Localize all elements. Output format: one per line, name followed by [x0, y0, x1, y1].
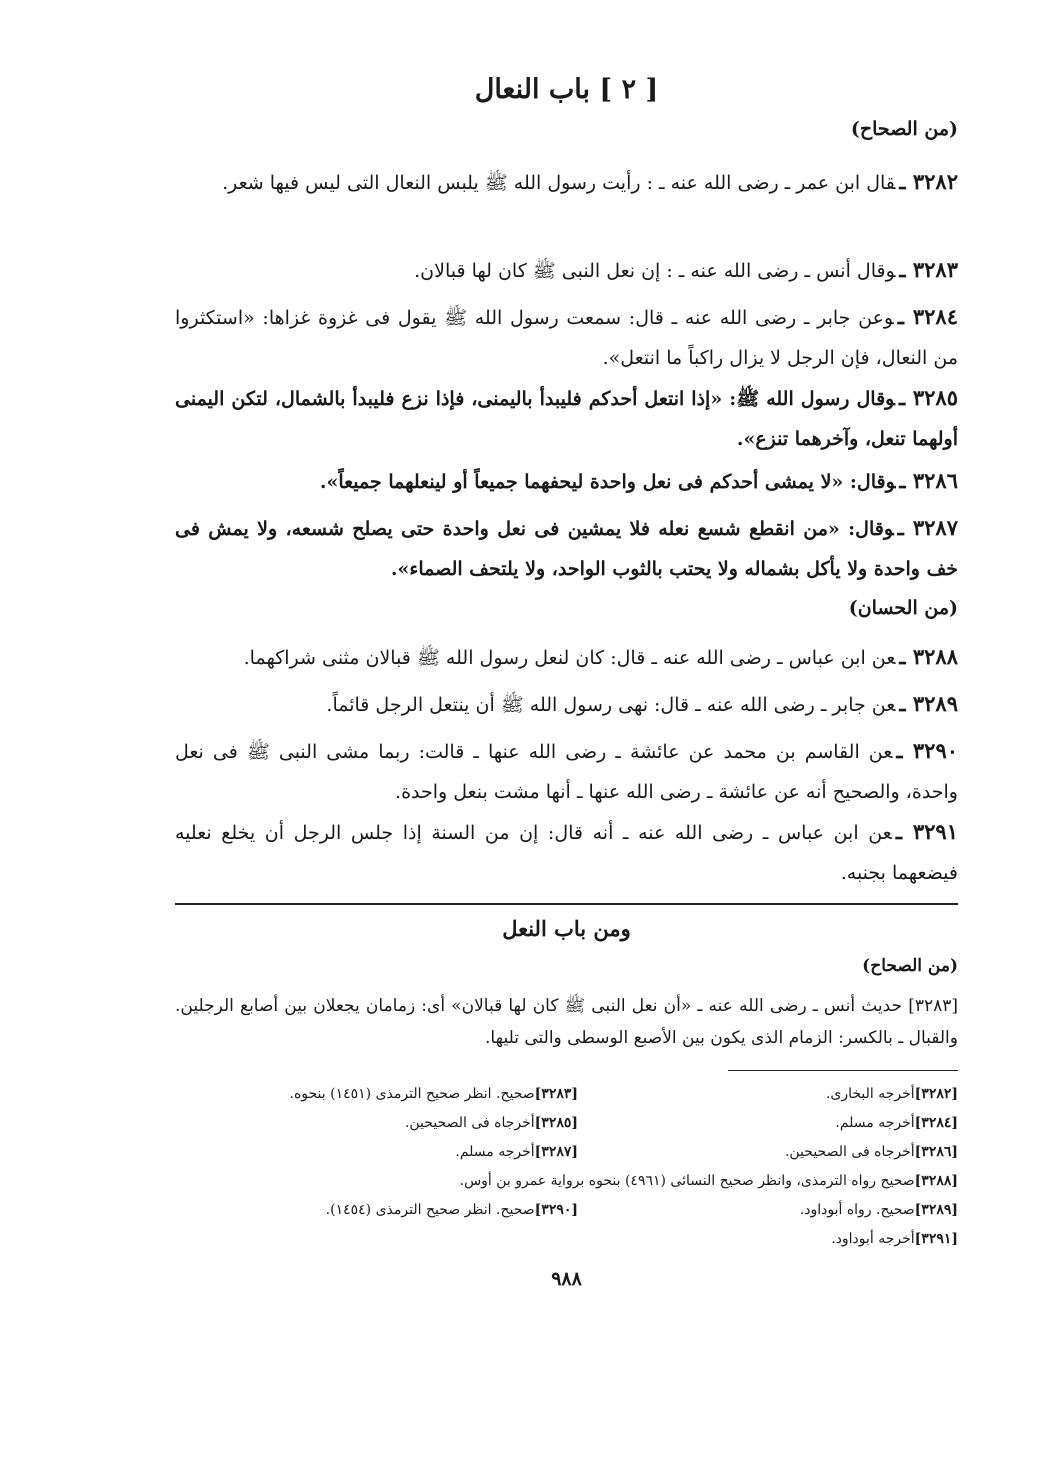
footnote-separator [728, 1070, 958, 1071]
footnote: [٣٢٨٤]أخرجه مسلم. [835, 1115, 958, 1131]
hadith-number: ٣٢٩٠ ـ [896, 738, 959, 763]
hadith-3289 [175, 684, 958, 725]
footnote-row [175, 1109, 958, 1138]
hadith-number: ٣٢٨٢ ـ [899, 169, 958, 194]
hadith-text: عن ابن عباس ـ رضى الله عنه ـ قال: كان لنعل رسول الله ﷺ قبالان مثنى شراكهما. [243, 647, 896, 669]
hadith-3284 [175, 297, 958, 378]
hadith-text: عن القاسم بن محمد عن عائشة ـ رضى الله عنها ـ قالت: ربما مشى النبى ﷺ فى نعل واحدة، والصحيح أنه عن عائشة ـ رضى الله عنها ـ أنها مشت بنعل واحدة. [175, 741, 958, 803]
hadith-text: وقال: «لا يمشى أحدكم فى نعل واحدة ليحفهما جميعاً أو لينعلهما جميعاً». [319, 471, 896, 493]
commentary-title: ومن باب النعل [502, 916, 631, 941]
hadith-3288 [175, 637, 958, 678]
separator-line [175, 903, 958, 905]
page-number: ٩٨٨ [551, 1268, 582, 1290]
footnote: [٣٢٨٦]أخرجاه فى الصحيحين. [784, 1144, 958, 1160]
hadith-number: ٣٢٩١ ـ [895, 819, 958, 844]
hadith-text: وقال أنس ـ رضى الله عنه ـ : إن نعل النبى ﷺ كان لها قبالان. [414, 260, 896, 282]
hadith-number: ٣٢٨٩ ـ [899, 691, 958, 716]
hadith-text: وقال: «من انقطع شسع نعله فلا يمشين فى نعل واحدة حتى يصلح شسعه، ولا يمش فى خف واحدة ولا يأكل بشماله ولا يحتب بالثوب الواحد، ولا يلتحف الصماء». [175, 518, 958, 580]
footnote-row [175, 1167, 958, 1196]
hadith-text: وعن جابر ـ رضى الله عنه ـ قال: سمعت رسول الله ﷺ يقول فى غزوة غزاها: «استكثروا من النعال، فإن الرجل لا يزال راكباً ما انتعل». [175, 307, 958, 369]
hadith-number: ٣٢٨٣ ـ [899, 257, 958, 282]
hadith-number: ٣٢٨٤ ـ [897, 304, 958, 329]
footnote-row [175, 1225, 958, 1254]
hadith-text: وقال رسول الله ﷺ: «إذا انتعل أحدكم فليبدأ باليمنى، فإذا نزع فليبدأ بالشمال، لتكن اليمنى أولهما تنعل، وآخرهما تنزع». [175, 388, 958, 450]
footnotes [175, 1080, 958, 1254]
footnote: [٣٢٨٣]صحيح. انظر صحيح الترمذى (١٤٥١) بنحوه. [289, 1086, 578, 1102]
hadith-3283 [175, 250, 958, 291]
hadith-3287 [175, 508, 958, 589]
footnote: [٣٢٩٠]صحيح. انظر صحيح الترمذى (١٤٥٤). [325, 1202, 578, 1218]
hadith-3285 [175, 378, 958, 459]
chapter-title: [ ٢ ] باب النعال [474, 74, 659, 105]
footnote-row [175, 1138, 958, 1167]
footnote-row [175, 1196, 958, 1225]
section-heading-sihah: (من الصحاح) [850, 118, 958, 140]
commentary-section-heading: (من الصحاح) [862, 956, 958, 976]
hadith-number: ٣٢٨٧ ـ [897, 515, 958, 540]
hadith-text: قال ابن عمر ـ رضى الله عنه ـ : رأيت رسول الله ﷺ يلبس النعال التى ليس فيها شعر. [222, 172, 896, 194]
hadith-3282 [175, 162, 958, 203]
hadith-3291 [175, 812, 958, 893]
footnote: [٣٢٨٥]أخرجاه فى الصحيحين. [404, 1115, 578, 1131]
hadith-number: ٣٢٨٥ ـ [899, 385, 958, 410]
hadith-text: عن جابر ـ رضى الله عنه ـ قال: نهى رسول الله ﷺ أن ينتعل الرجل قائماً. [326, 694, 896, 716]
hadith-number: ٣٢٨٨ ـ [899, 644, 958, 669]
footnote: [٣٢٩١]أخرجه أبوداود. [831, 1231, 958, 1247]
hadith-number: ٣٢٨٦ ـ [899, 468, 958, 493]
footnote: [٣٢٨٢]أخرجه البخارى. [825, 1086, 958, 1102]
footnote: [٣٢٨٩]صحيح. رواه أبوداود. [799, 1202, 958, 1218]
book-page [175, 0, 958, 1479]
hadith-3286 [175, 461, 958, 502]
hadith-text: عن ابن عباس ـ رضى الله عنه ـ أنه قال: إن من السنة إذا جلس الرجل أن يخلع نعليه فيضعهما بجنبه. [175, 822, 958, 884]
footnote: [٣٢٨٨]صحيح رواه الترمذى، وانظر صحيح النسائى (٤٩٦١) بنحوه برواية عمرو بن أوس. [459, 1173, 958, 1189]
footnote: [٣٢٨٧]أخرجه مسلم. [455, 1144, 578, 1160]
section-heading-hisan: (من الحسان) [848, 597, 958, 619]
hadith-3290 [175, 731, 958, 812]
footnote-row [175, 1080, 958, 1109]
commentary-text: [٣٢٨٣] حديث أنس ـ رضى الله عنه ـ «أن نعل النبى ﷺ كان لها قبالان» أى: زمامان يجعلان بين أصابع الرجلين. والقبال ـ بالكسر: الزمام الذى يكون بين الأصبع الوسطى والتى تليها. [175, 996, 958, 1048]
